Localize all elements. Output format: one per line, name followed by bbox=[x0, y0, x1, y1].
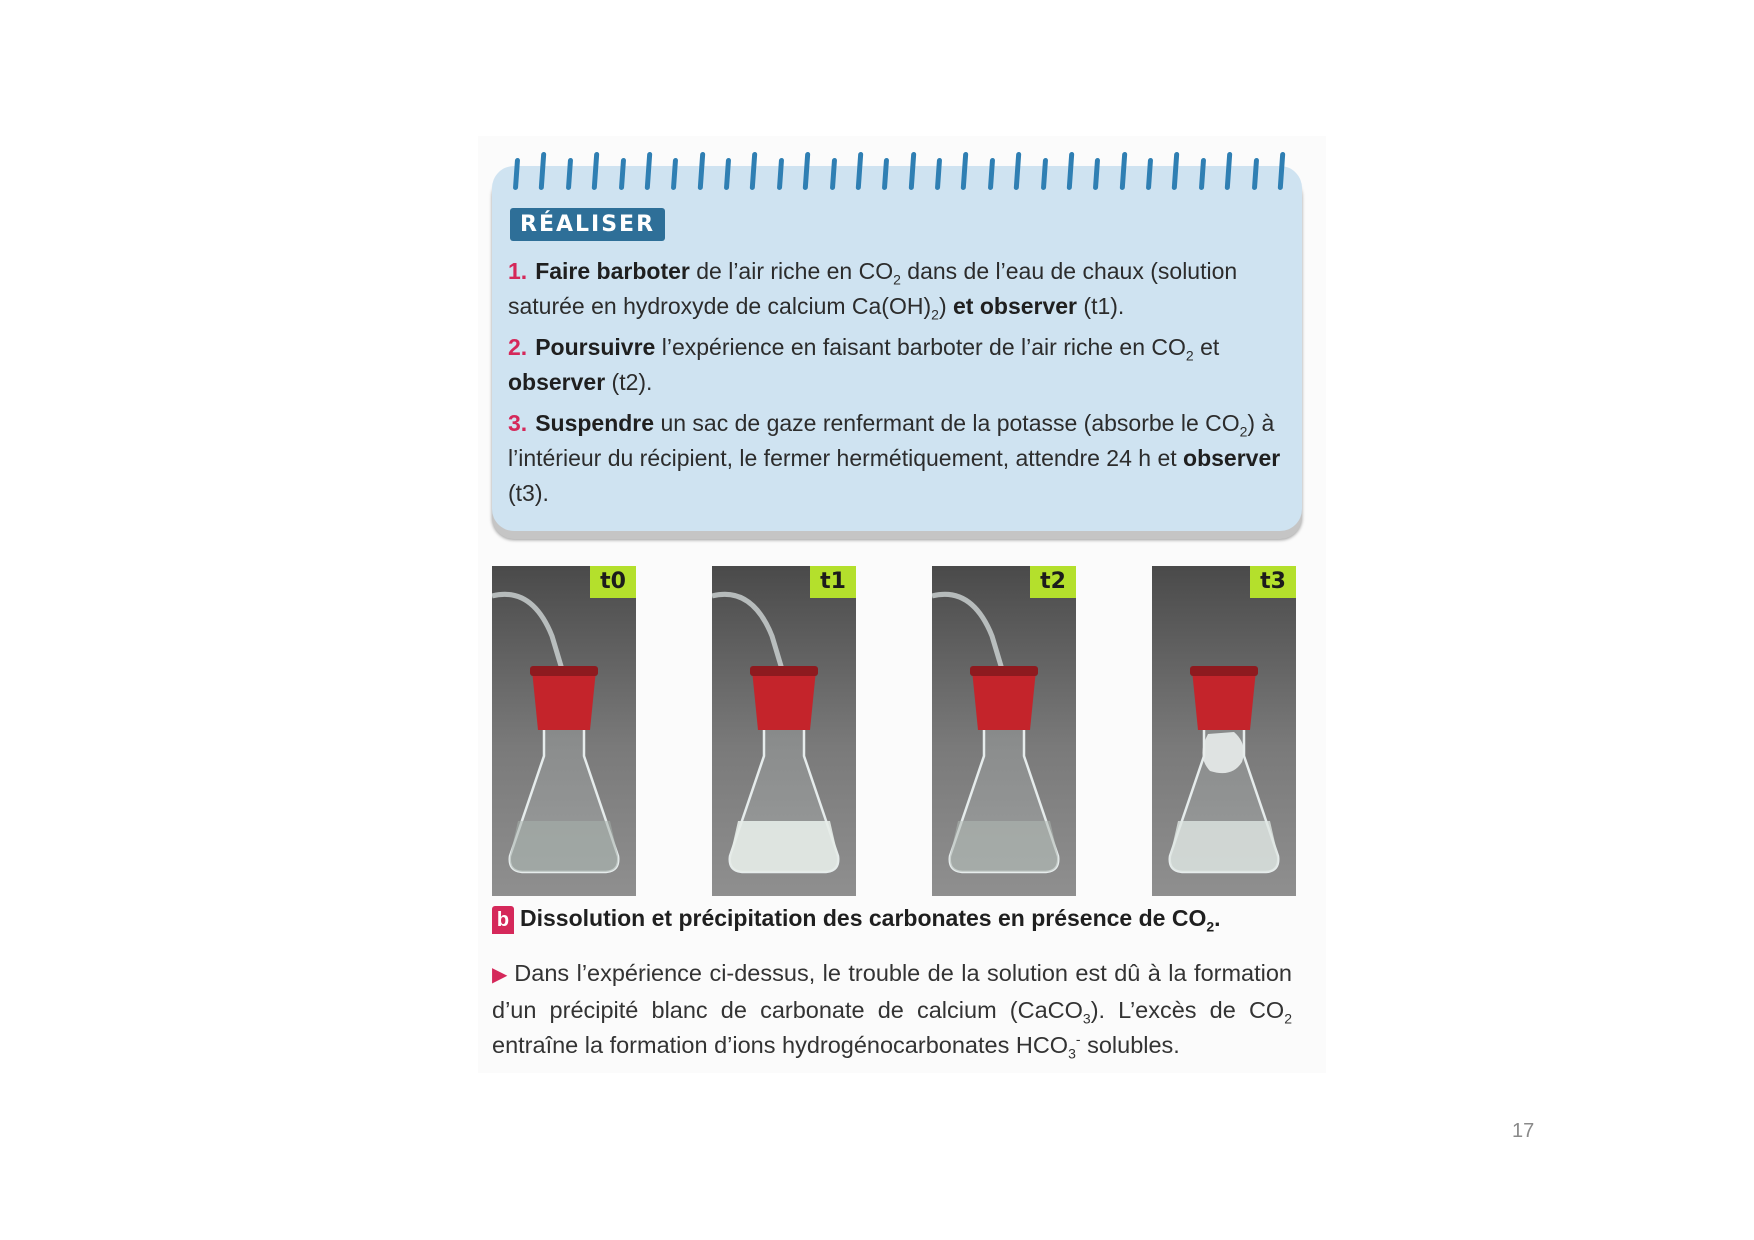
step-verb: Suspendre bbox=[535, 410, 655, 436]
para-text: solubles. bbox=[1080, 1032, 1180, 1058]
stopper-rim bbox=[530, 666, 598, 676]
tube bbox=[492, 594, 564, 676]
stopper-rim bbox=[1190, 666, 1258, 676]
red-stopper bbox=[1192, 670, 1256, 730]
caption-text: Dissolution et précipitation des carbonates en présence de CO bbox=[520, 905, 1207, 931]
tube bbox=[712, 594, 784, 676]
subscript: 2 bbox=[1284, 1010, 1292, 1027]
step-verb: Poursuivre bbox=[535, 334, 656, 360]
para-text: Dans l’expérience ci-dessus, le trouble de la solution est dû à la formation d’un précipité blanc de carbonate de calcium (CaCO bbox=[492, 960, 1292, 1023]
step-text: (t2). bbox=[605, 369, 653, 395]
step-text: (t1). bbox=[1077, 293, 1125, 319]
explanation-paragraph bbox=[492, 956, 1292, 1063]
flask-illustration bbox=[712, 566, 856, 896]
para-text: entraîne la formation d’ions hydrogénocarbonates HCO bbox=[492, 1032, 1069, 1058]
liquid bbox=[730, 821, 839, 872]
step-verb: Faire barboter bbox=[535, 258, 690, 284]
stopper-rim bbox=[970, 666, 1038, 676]
superscript: - bbox=[1075, 1031, 1081, 1048]
photo-label: t1 bbox=[810, 566, 856, 598]
flask-illustration bbox=[1152, 566, 1296, 896]
subscript: 2 bbox=[893, 271, 901, 288]
step-number: 1. bbox=[508, 258, 528, 284]
step-text: (t3). bbox=[508, 480, 549, 506]
step-number: 3. bbox=[508, 410, 528, 436]
liquid bbox=[510, 821, 619, 872]
bullet-arrow-icon: ▶ bbox=[492, 964, 509, 986]
step-text: ) à l’intérieur du récipient, le fermer hermétiquement, attendre 24 h et bbox=[508, 410, 1275, 471]
step-bold: observer bbox=[1183, 445, 1281, 471]
step-2 bbox=[508, 330, 1288, 400]
caption-marker: b bbox=[492, 906, 514, 934]
subscript: 2 bbox=[1206, 918, 1215, 935]
red-stopper bbox=[972, 670, 1036, 730]
gauze-bag bbox=[1202, 732, 1243, 773]
photo-t3 bbox=[1152, 566, 1296, 896]
para-text: ). L’excès de CO bbox=[1090, 997, 1285, 1023]
stopper-rim bbox=[750, 666, 818, 676]
step-text: dans de l’eau de chaux (solution saturée en hydroxyde de calcium Ca(OH) bbox=[508, 258, 1238, 319]
section-tag: RÉALISER bbox=[510, 208, 665, 241]
red-stopper bbox=[532, 670, 596, 730]
photo-t2 bbox=[932, 566, 1076, 896]
subscript: 3 bbox=[1068, 1045, 1076, 1062]
step-bold: observer bbox=[508, 369, 606, 395]
subscript: 2 bbox=[1239, 423, 1248, 440]
liquid bbox=[950, 821, 1059, 872]
red-stopper bbox=[752, 670, 816, 730]
step-text: ) bbox=[938, 293, 953, 319]
photo-t0 bbox=[492, 566, 636, 896]
subscript: 3 bbox=[1082, 1010, 1091, 1027]
subscript: 2 bbox=[931, 306, 939, 323]
flask-illustration bbox=[492, 566, 636, 896]
flask-illustration bbox=[932, 566, 1076, 896]
step-1 bbox=[508, 254, 1288, 324]
photo-t1 bbox=[712, 566, 856, 896]
step-number: 2. bbox=[508, 334, 528, 360]
liquid bbox=[1170, 821, 1279, 872]
photo-label: t0 bbox=[590, 566, 636, 598]
step-text: l’expérience en faisant barboter de l’air riche en CO bbox=[655, 334, 1186, 360]
photo-label: t2 bbox=[1030, 566, 1076, 598]
page-number: 17 bbox=[1512, 1120, 1535, 1142]
step-3 bbox=[508, 406, 1288, 511]
step-bold: et observer bbox=[953, 293, 1078, 319]
step-text: et bbox=[1193, 334, 1220, 360]
photo-label: t3 bbox=[1250, 566, 1296, 598]
step-text: de l’air riche en CO bbox=[689, 258, 894, 284]
steps-list bbox=[508, 254, 1288, 517]
caption-end: . bbox=[1214, 905, 1221, 931]
figure-caption bbox=[492, 898, 1312, 938]
subscript: 2 bbox=[1185, 347, 1194, 364]
step-text: un sac de gaze renfermant de la potasse (absorbe le CO bbox=[654, 410, 1240, 436]
spiral-binding bbox=[514, 152, 1284, 192]
tube bbox=[932, 594, 1004, 676]
